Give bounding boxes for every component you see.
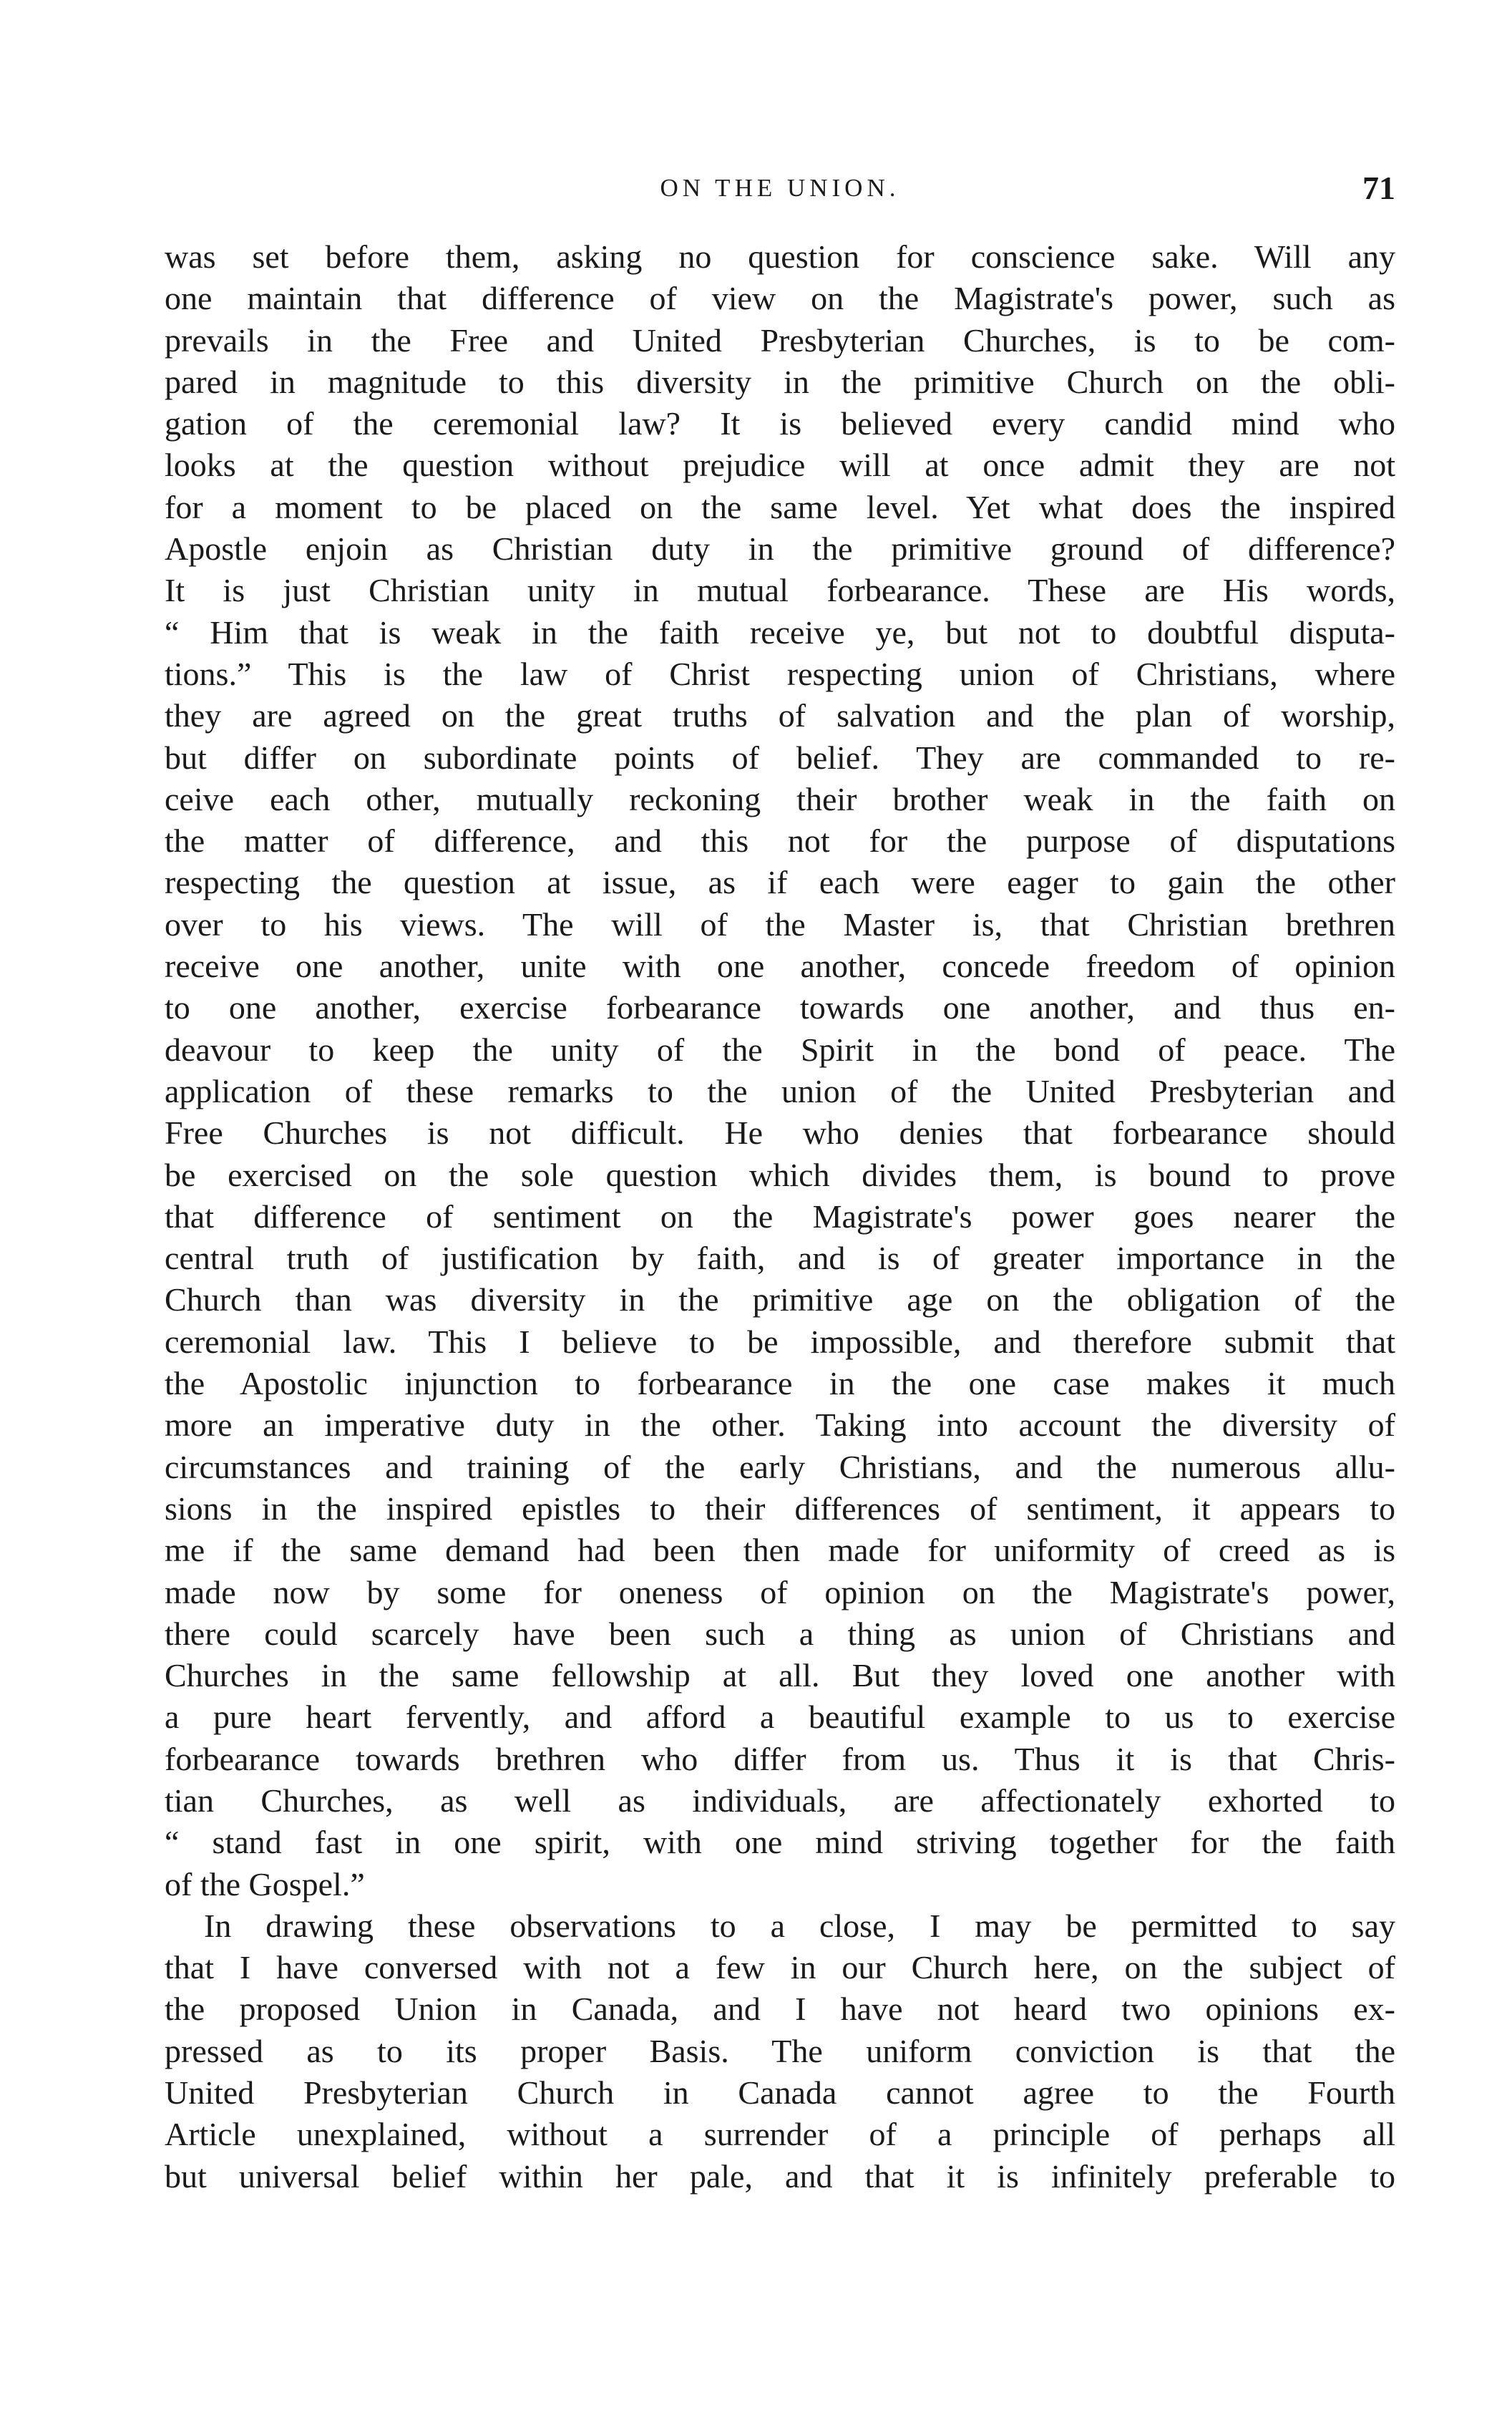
text-line: be exercised on the sole question which divides them, is bound to prove: [165, 1156, 1395, 1193]
text-line: they are agreed on the great truths of salvation and the plan of worship,: [165, 697, 1395, 734]
text-line: one maintain that difference of view on the Magistrate's power, such as: [165, 280, 1395, 317]
text-line: United Presbyterian Church in Canada cannot agree to the Fourth: [165, 2074, 1395, 2112]
text-line: In drawing these observations to a close, I may be permitted to say: [204, 1907, 1395, 1944]
text-line: Churches in the same fellowship at all. But they loved one another with: [165, 1657, 1395, 1694]
text-line: tions.” This is the law of Christ respecting union of Christians, where: [165, 655, 1395, 692]
text-line: the matter of difference, and this not for the purpose of disputations: [165, 822, 1395, 860]
text-line: deavour to keep the unity of the Spirit in the bond of peace. The: [165, 1031, 1395, 1068]
text-line: circumstances and training of the early Christians, and the numerous allu-: [165, 1448, 1395, 1485]
text-line: Church than was diversity in the primitive age on the obligation of the: [165, 1281, 1395, 1318]
text-line: ceremonial law. This I believe to be impossible, and therefore submit that: [165, 1323, 1395, 1360]
text-line: made now by some for oneness of opinion on the Magistrate's power,: [165, 1573, 1395, 1610]
text-line: the Apostolic injunction to forbearance in the one case makes it much: [165, 1365, 1395, 1402]
text-line: a pure heart fervently, and afford a beautiful example to us to exercise: [165, 1699, 1395, 1736]
running-head: [165, 163, 1395, 213]
text-line: looks at the question without prejudice will at once admit they are not: [165, 447, 1395, 484]
text-line: that difference of sentiment on the Magistrate's power goes nearer the: [165, 1197, 1395, 1235]
text-line: to one another, exercise forbearance towards one another, and thus en-: [165, 989, 1395, 1026]
text-line: tian Churches, as well as individuals, are affectionately exhorted to: [165, 1782, 1395, 1819]
text-line: application of these remarks to the union of the United Presbyterian and: [165, 1072, 1395, 1109]
text-line: It is just Christian unity in mutual forbearance. These are His words,: [165, 572, 1395, 609]
text-line: Free Churches is not difficult. He who denies that forbearance should: [165, 1114, 1395, 1152]
text-line: that I have conversed with not a few in our Church here, on the subject of: [165, 1949, 1395, 1986]
text-line: “ Him that is weak in the faith receive ye, but not to doubtful disputa-: [165, 613, 1395, 651]
text-line: but universal belief within her pale, and that it is infinitely preferable to: [165, 2157, 1395, 2195]
text-line: was set before them, asking no question for conscience sake. Will any: [165, 238, 1395, 275]
text-line: forbearance towards brethren who differ from us. Thus it is that Chris-: [165, 1740, 1395, 1777]
text-line: of the Gospel.”: [165, 1865, 365, 1903]
text-line: pressed as to its proper Basis. The uniform conviction is that the: [165, 2032, 1395, 2069]
text-line: more an imperative duty in the other. Taking into account the diversity of: [165, 1406, 1395, 1444]
page-number: 71: [1362, 170, 1395, 206]
running-title: ON THE UNION.: [660, 174, 900, 202]
paragraph: [165, 1905, 1395, 2197]
text-line: but differ on subordinate points of belief. They are commanded to re-: [165, 739, 1395, 776]
text-line: sions in the inspired epistles to their differences of sentiment, it appears to: [165, 1490, 1395, 1527]
body-text: [165, 236, 1395, 2197]
text-line: me if the same demand had been then made for uniformity of creed as is: [165, 1532, 1395, 1569]
text-line: for a moment to be placed on the same level. Yet what does the inspired: [165, 488, 1395, 525]
text-line: over to his views. The will of the Master is, that Christian brethren: [165, 905, 1395, 943]
text-line: receive one another, unite with one another, concede freedom of opinion: [165, 948, 1395, 985]
text-line: prevails in the Free and United Presbyterian Churches, is to be com-: [165, 321, 1395, 359]
text-line: respecting the question at issue, as if each were eager to gain the other: [165, 864, 1395, 901]
text-line: Article unexplained, without a surrender of a principle of perhaps all: [165, 2116, 1395, 2153]
text-line: central truth of justification by faith, and is of greater importance in the: [165, 1240, 1395, 1277]
text-line: Apostle enjoin as Christian duty in the primitive ground of difference?: [165, 530, 1395, 568]
text-line: gation of the ceremonial law? It is believed every candid mind who: [165, 405, 1395, 442]
text-line: “ stand fast in one spirit, with one mind striving together for the faith: [165, 1824, 1395, 1861]
text-line: pared in magnitude to this diversity in the primitive Church on the obli-: [165, 363, 1395, 400]
text-line: ceive each other, mutually reckoning their brother weak in the faith on: [165, 780, 1395, 817]
paragraph: [165, 236, 1395, 1905]
text-line: the proposed Union in Canada, and I have not heard two opinions ex-: [165, 1991, 1395, 2028]
text-line: there could scarcely have been such a thing as union of Christians and: [165, 1615, 1395, 1652]
